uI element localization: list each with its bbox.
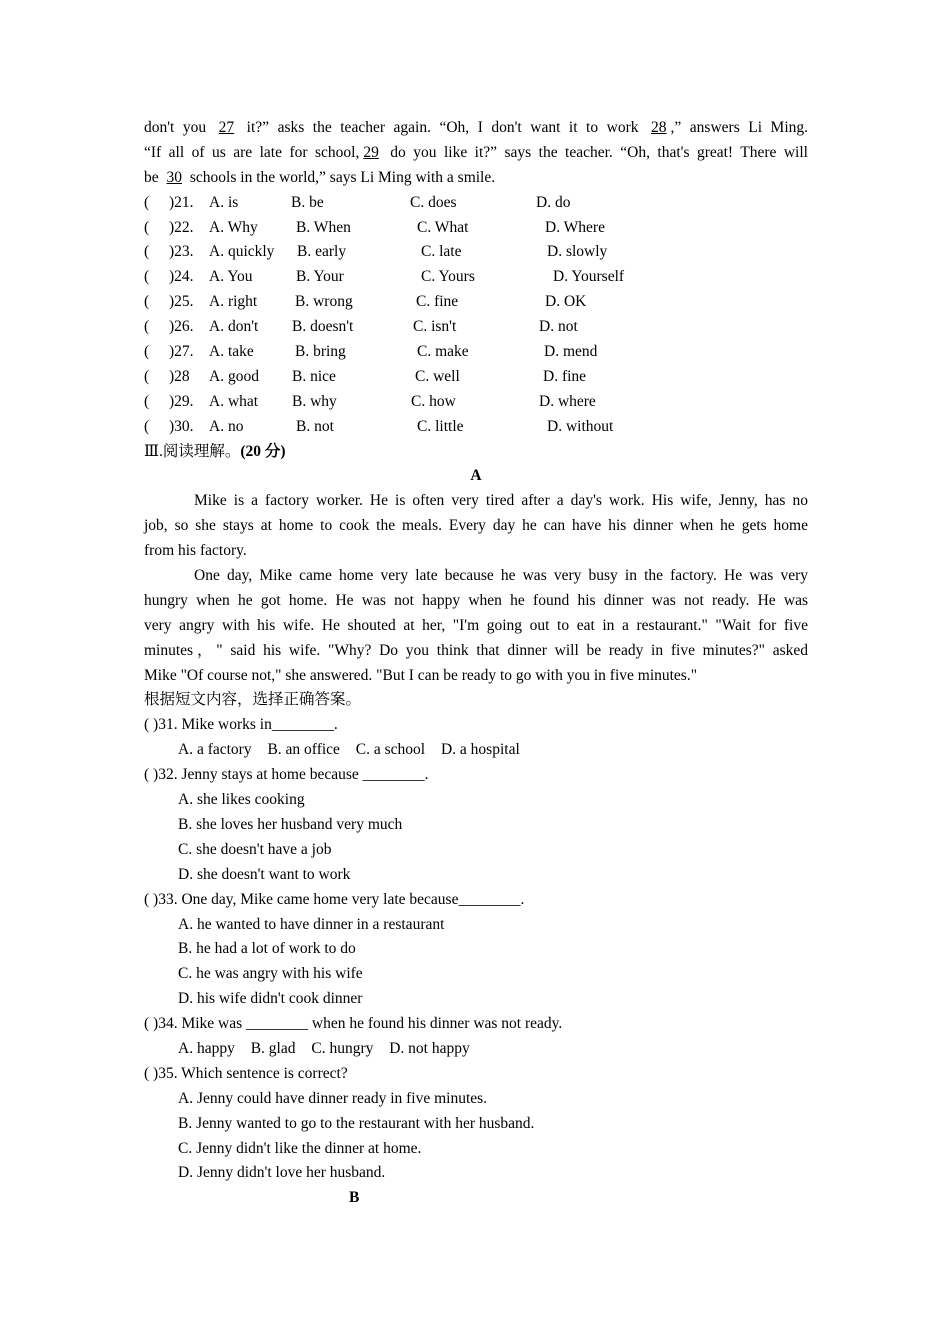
question-34-options <box>144 1037 808 1062</box>
question-number: )26. <box>169 318 194 336</box>
blank-28: 28 <box>651 119 667 136</box>
instruction: 根据短文内容，选择正确答案。 <box>144 691 362 709</box>
option-b: B. be <box>291 193 324 211</box>
question-number: )21. <box>169 193 194 211</box>
cloze-question <box>144 365 808 390</box>
option-d: D. slowly <box>547 243 608 261</box>
option-d: D. a hospital <box>440 741 520 759</box>
section-heading <box>144 440 808 465</box>
cloze-question <box>144 415 808 440</box>
option-c: C. make <box>417 343 469 361</box>
option-a: A. don't <box>209 318 259 336</box>
option-d: D. not <box>539 318 578 336</box>
option-a: A. he wanted to have dinner in a restaurant <box>178 915 445 933</box>
question-number: )23. <box>169 243 194 261</box>
cloze-line-1 <box>144 116 808 141</box>
question-number: )28 <box>169 367 190 385</box>
text: do you like it?” says the teacher. “Oh, that's great! There will <box>382 143 808 161</box>
question-34-stem: ( )34. Mike was ________ when he found his dinner was not ready. <box>144 1015 563 1033</box>
question-number: )29. <box>169 392 194 410</box>
answer-paren: ( <box>144 392 150 410</box>
option-b: B. he had a lot of work to do <box>178 940 356 958</box>
cloze-line-2 <box>144 141 808 166</box>
answer-paren: ( <box>144 243 150 261</box>
option-a: A. what <box>209 392 259 410</box>
option-b: B. glad <box>250 1039 296 1057</box>
option-b: B. why <box>292 392 337 410</box>
option-b: B. early <box>297 243 347 261</box>
option-b: B. nice <box>292 367 336 385</box>
question-31-options <box>144 738 808 763</box>
question-32-stem: ( )32. Jenny stays at home because ________. <box>144 766 429 784</box>
question-number: )30. <box>169 417 194 435</box>
option-b: B. not <box>296 417 334 435</box>
option-c: C. she doesn't have a job <box>178 840 332 858</box>
answer-paren: ( <box>144 218 150 236</box>
option-c: C. does <box>410 193 457 211</box>
option-b: B. wrong <box>295 293 353 311</box>
answer-paren: ( <box>144 343 150 361</box>
option-b: B. doesn't <box>292 318 354 336</box>
option-c: C. Jenny didn't like the dinner at home. <box>178 1139 422 1157</box>
option-b: B. bring <box>295 343 346 361</box>
option-c: C. fine <box>416 293 459 311</box>
text: “If all of us are late for school, <box>144 143 360 161</box>
option-d: D. she doesn't want to work <box>178 865 351 883</box>
answer-paren: ( <box>144 417 150 435</box>
option-a: A. happy <box>178 1039 235 1057</box>
option-d: D. do <box>536 193 571 211</box>
answer-paren: ( <box>144 193 150 211</box>
blank-27: 27 <box>218 119 235 136</box>
passage-line: minutes，" said his wife. "Why? Do you think that dinner will be ready in five minutes?" asked <box>144 641 808 659</box>
option-a: A. a factory <box>178 741 252 759</box>
passage-b-label: B <box>349 1189 360 1207</box>
text: it?” asks the teacher again. “Oh, I don't want it to work <box>238 119 648 136</box>
option-a: A. right <box>209 293 258 311</box>
question-number: )25. <box>169 293 194 311</box>
option-c: C. how <box>411 392 456 410</box>
option-d: D. fine <box>543 367 587 385</box>
passage-line: from his factory. <box>144 542 247 560</box>
question-33-stem: ( )33. One day, Mike came home very late because________. <box>144 890 525 908</box>
option-d: D. where <box>539 392 596 410</box>
option-d: D. OK <box>545 293 587 311</box>
option-b: B. When <box>296 218 351 236</box>
passage-line: job, so she stays at home to cook the meals. Every day he can have his dinner when he gets home <box>144 517 808 535</box>
option-d: D. Where <box>545 218 605 236</box>
option-c: C. well <box>415 367 460 385</box>
option-b: B. she loves her husband very much <box>178 815 403 833</box>
passage-a-paragraph-2 <box>144 564 808 688</box>
cloze-question <box>144 216 808 241</box>
cloze-question <box>144 191 808 216</box>
option-a: A. no <box>209 417 244 435</box>
option-d: D. not happy <box>389 1039 470 1057</box>
option-d: D. Yourself <box>553 268 625 286</box>
cloze-question-list <box>144 191 808 440</box>
passage-line: very angry with his wife. He shouted at her, "I'm going out to eat in a restaurant." "Wait for five <box>144 616 808 634</box>
cloze-question <box>144 315 808 340</box>
answer-paren: ( <box>144 268 150 286</box>
passage-a-paragraph-1 <box>144 489 808 564</box>
answer-paren: ( <box>144 293 150 311</box>
option-c: C. he was angry with his wife <box>178 965 363 983</box>
text: don't you <box>144 119 215 136</box>
passage-line: hungry when he got home. He was not happy when he found his dinner was not ready. He was <box>144 591 808 609</box>
blank-29: 29 <box>363 143 379 161</box>
text: ,” answers Li Ming. <box>670 119 809 136</box>
blank-30: 30 <box>166 168 183 186</box>
cloze-line-3 <box>144 166 808 191</box>
option-c: C. late <box>421 243 462 261</box>
option-c: C. isn't <box>413 318 457 336</box>
option-c: C. little <box>417 417 464 435</box>
option-a: A. quickly <box>209 243 275 261</box>
passage-a-label: A <box>470 467 482 485</box>
cloze-question <box>144 290 808 315</box>
option-d: D. Jenny didn't love her husband. <box>178 1164 386 1182</box>
cloze-question <box>144 340 808 365</box>
option-a: A. is <box>209 193 239 211</box>
option-c: C. a school <box>355 741 426 759</box>
question-35-stem: ( )35. Which sentence is correct? <box>144 1064 348 1082</box>
passage-line: Mike is a factory worker. He is often very tired after a day's work. His wife, Jenny, has no <box>194 492 808 510</box>
option-c: C. hungry <box>311 1039 374 1057</box>
question-31-stem: ( )31. Mike works in________. <box>144 716 338 734</box>
option-d: D. his wife didn't cook dinner <box>178 990 363 1008</box>
question-number: )27. <box>169 343 194 361</box>
option-b: B. an office <box>267 741 340 759</box>
passage-line: Mike "Of course not," she answered. "But I can be ready to go with you in five minutes." <box>144 666 698 684</box>
option-b: B. Your <box>296 268 344 286</box>
option-a: A. good <box>209 367 259 385</box>
option-c: C. What <box>417 218 469 236</box>
option-d: D. without <box>547 417 614 435</box>
section-score: (20 分) <box>240 442 286 460</box>
passage-line: One day, Mike came home very late because he was very busy in the factory. He was very <box>194 567 808 585</box>
text: be <box>144 168 163 186</box>
option-a: A. You <box>209 268 253 286</box>
question-number: )24. <box>169 268 194 286</box>
option-d: D. mend <box>544 343 598 361</box>
option-c: C. Yours <box>421 268 475 286</box>
section-title: Ⅲ.阅读理解。 <box>144 442 241 460</box>
option-a: A. she likes cooking <box>178 791 305 809</box>
option-b: B. Jenny wanted to go to the restaurant with her husband. <box>178 1114 535 1132</box>
cloze-question <box>144 390 808 415</box>
question-number: )22. <box>169 218 194 236</box>
option-a: A. take <box>209 343 254 361</box>
worksheet-page <box>144 116 808 1211</box>
answer-paren: ( <box>144 318 150 336</box>
cloze-question <box>144 240 808 265</box>
option-a: A. Why <box>209 218 258 236</box>
text: schools in the world,” says Li Ming with a smile. <box>186 168 496 186</box>
cloze-question <box>144 265 808 290</box>
option-a: A. Jenny could have dinner ready in five minutes. <box>178 1089 488 1107</box>
answer-paren: ( <box>144 367 150 385</box>
